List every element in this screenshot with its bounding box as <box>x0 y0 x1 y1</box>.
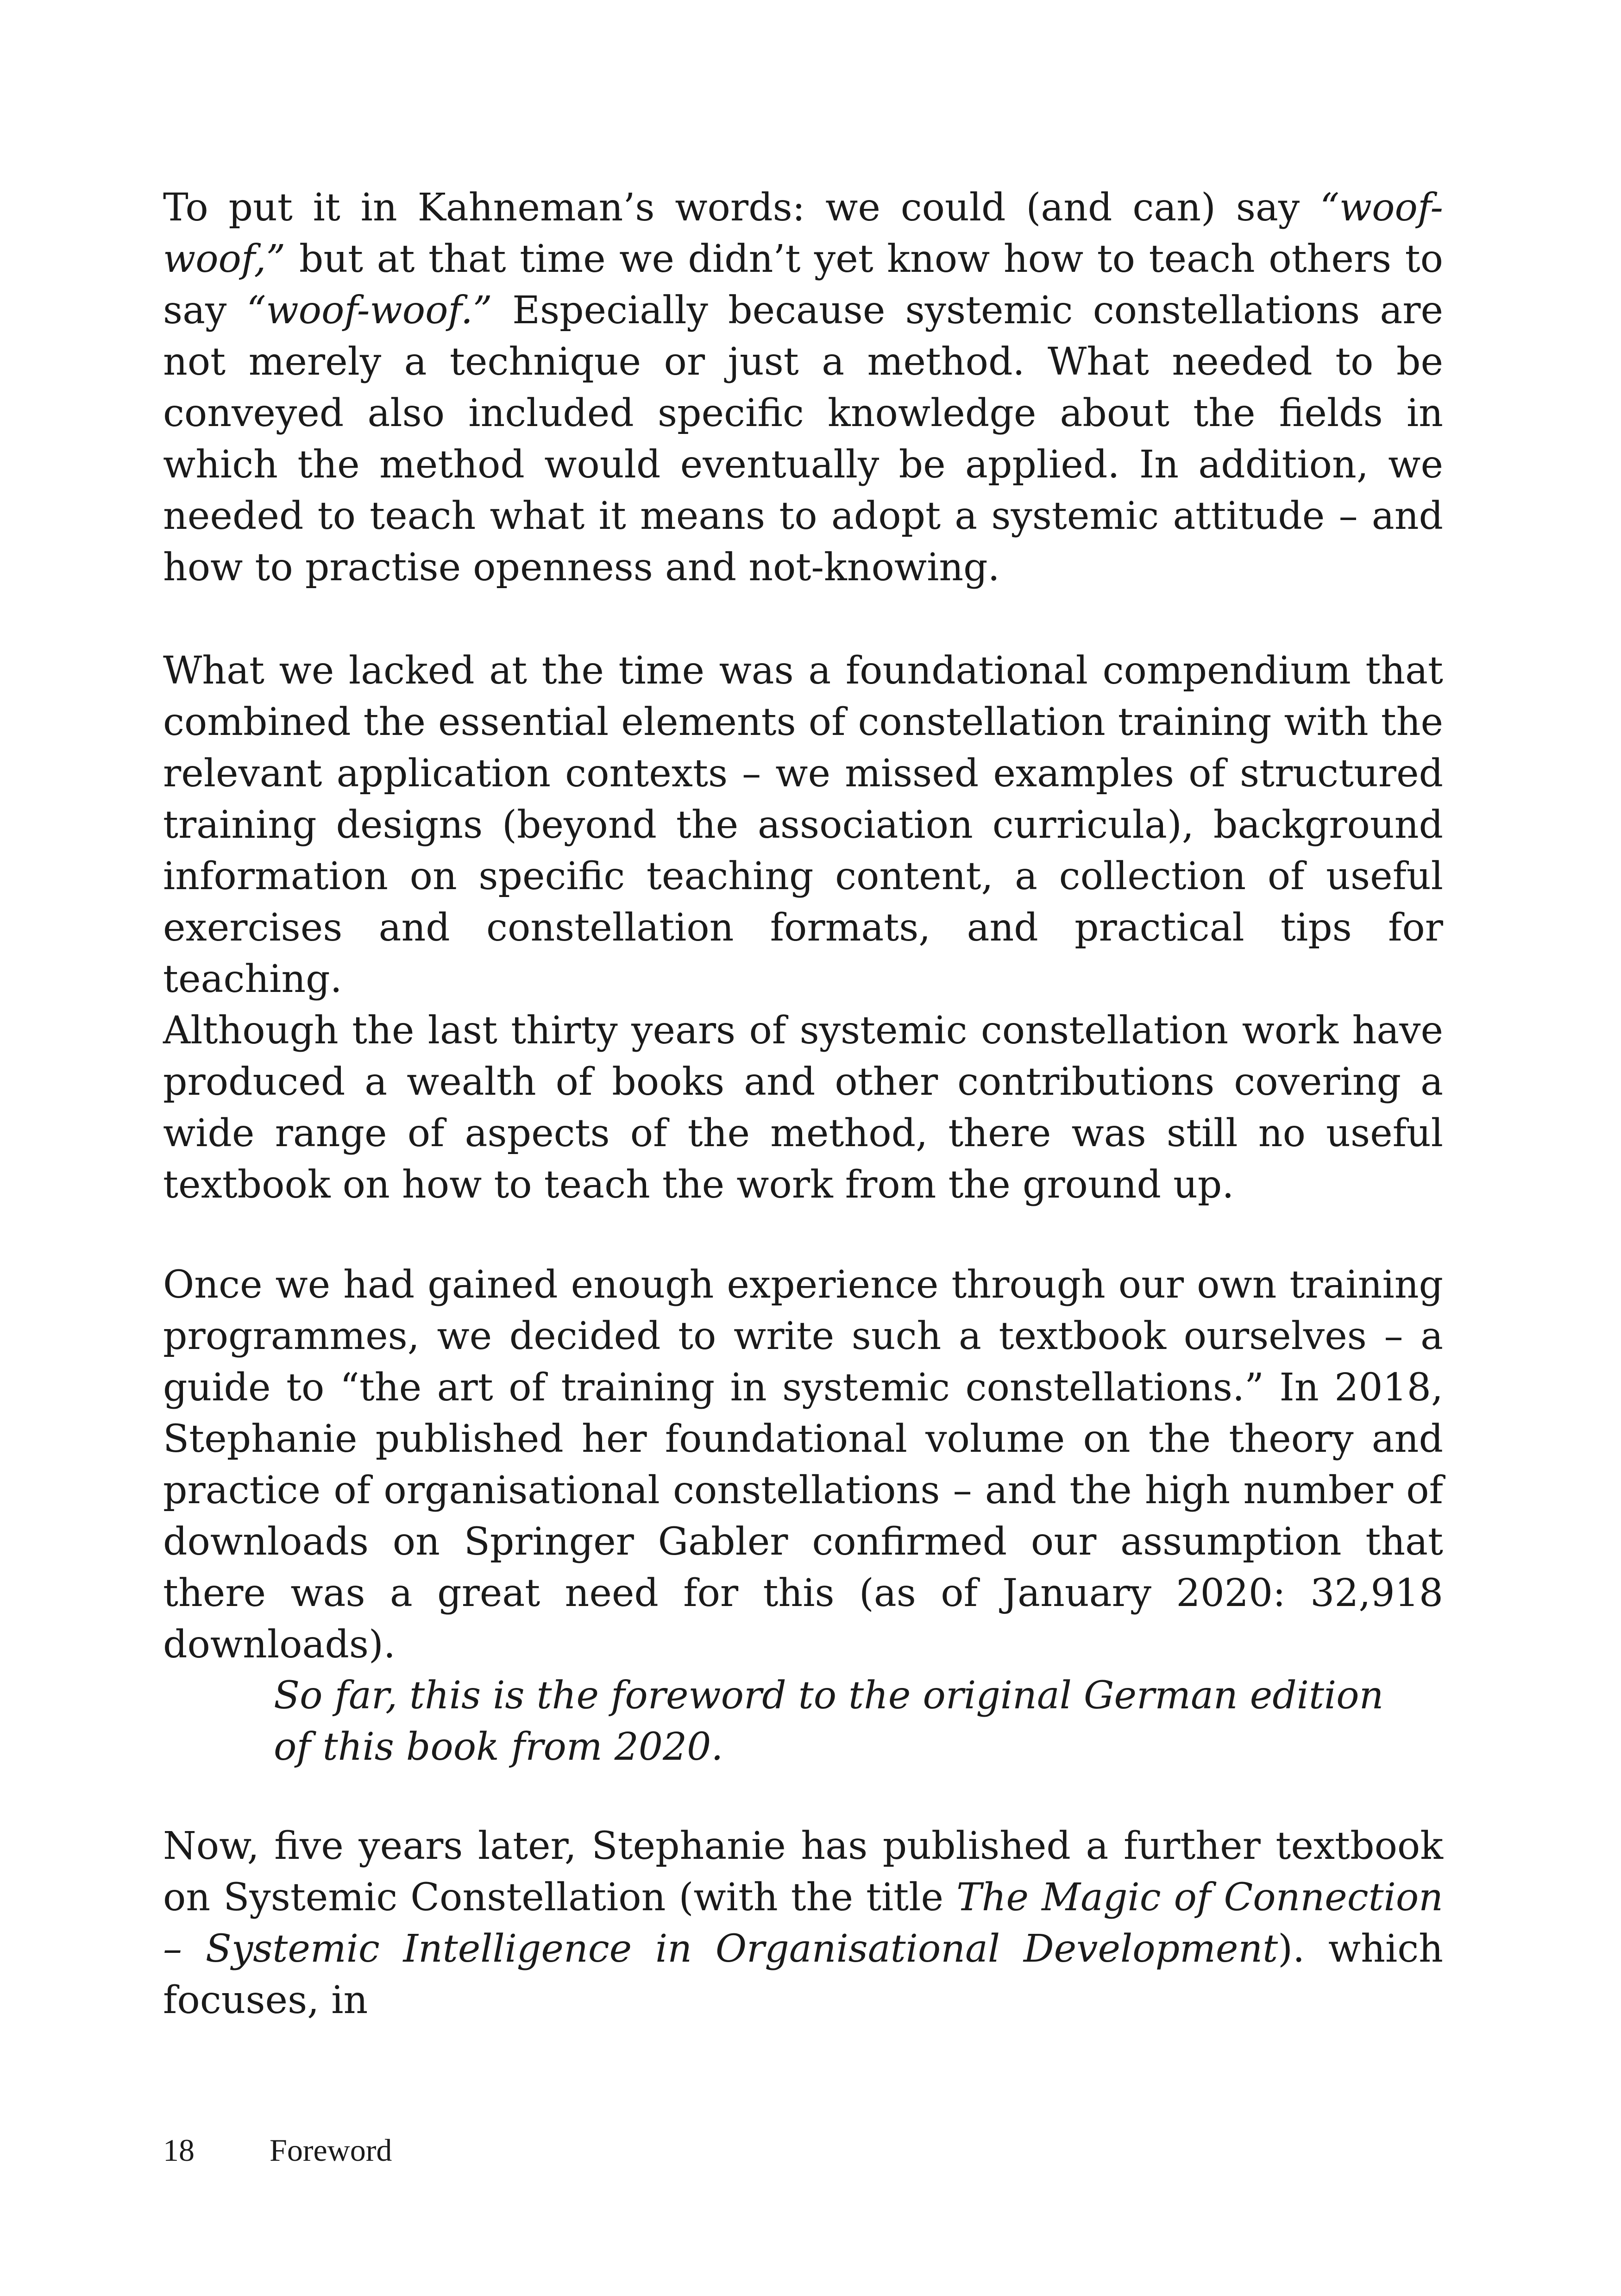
italic-run: “woof-woof.” <box>246 289 492 332</box>
quote-text: So far, this is the foreword to the original German edition of this book from 2020. <box>274 1674 1384 1769</box>
paragraph-kahneman <box>163 182 1443 593</box>
paragraph-text: What we lacked at the time was a foundational compendium that combined the essential elements of constellation training with the relevant application contexts – we missed examples of structured training designs (beyond the association curricula), background information on specific teaching content, a collection of useful exercises and constellation formats, and practical tips for teaching. <box>163 649 1443 1001</box>
paragraph-five-years-later <box>163 1820 1443 2026</box>
book-title-italic: The Magic of Connection – Systemic Intelligence in Organisational Development <box>163 1876 1443 1971</box>
paragraph-thirty-years <box>163 1005 1443 1211</box>
italic-run: “woof-woof,” <box>163 186 1443 281</box>
page-footer <box>163 2132 392 2169</box>
text-run: Now, five years later, Stephanie has published a further textbook on Systemic Constellation (with the title <box>163 1824 1443 1920</box>
text-run: ). which focuses, in <box>163 1927 1443 2022</box>
paragraph-text: Although the last thirty years of systemic constellation work have produced a wealth of books and other contributions covering a wide range of aspects of the method, there was still no useful textbook on how to teach the work from the ground up. <box>163 1009 1443 1207</box>
text-run: Especially because systemic constellations are not merely a technique or just a method. What needed to be conveyed also included specific knowledge about the fields in which the method would eventually be applied. In addition, we needed to teach what it means to adopt a systemic attitude – and how to practise openness and not-knowing. <box>163 289 1443 590</box>
text-run: To put it in Kahneman’s words: we could (and can) say <box>163 186 1320 230</box>
paragraph-textbook <box>163 1259 1443 1670</box>
block-quote <box>274 1670 1432 1773</box>
text-run: but at that time we didn’t yet know how to teach others to say <box>163 237 1443 332</box>
running-section-title: Foreword <box>270 2133 392 2168</box>
paragraph-text: Once we had gained enough experience through our own training programmes, we decided to write such a textbook ourselves – a guide to “the art of training in systemic constellations.” In 2018, Stephanie published her foundational volume on the theory and practice of organisational constellations – and the high number of downloads on Springer Gabler confirmed our assumption that there was a great need for this (as of January 2020: 32,918 downloads). <box>163 1263 1443 1667</box>
page-number: 18 <box>163 2133 195 2168</box>
paragraph-compendium <box>163 645 1443 1005</box>
